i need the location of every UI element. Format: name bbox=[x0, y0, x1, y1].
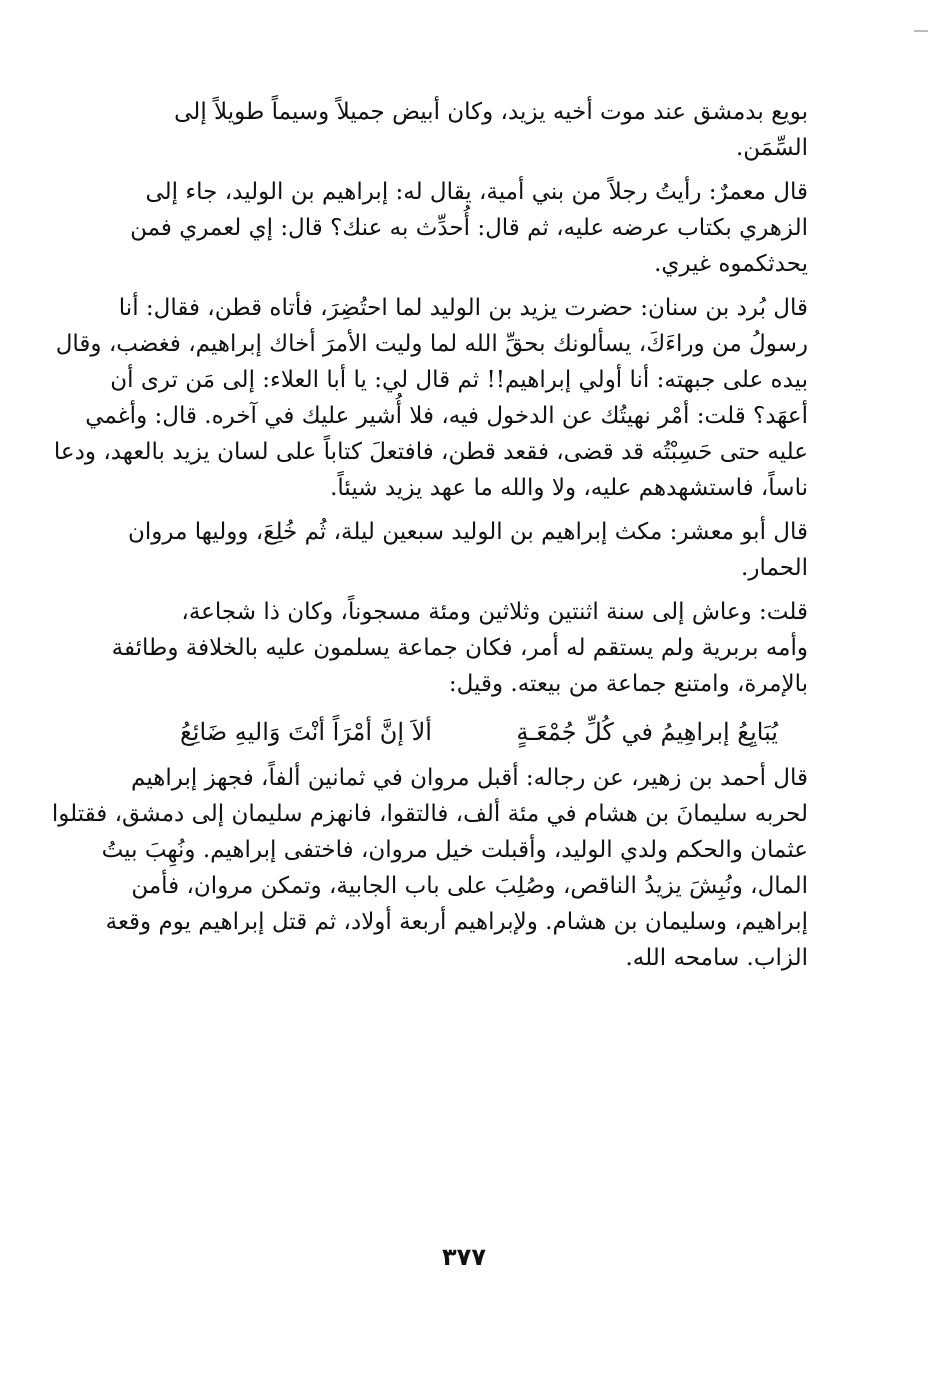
paragraph bbox=[140, 94, 808, 166]
paragraph bbox=[127, 514, 808, 586]
text-line: بيده على جبهته: أنا أولي إبراهيم!! ثم قال لي: يا أبا العلاء: إلى مَن ترى أن bbox=[110, 367, 808, 393]
poetry-verse bbox=[140, 710, 808, 754]
main-text bbox=[51, 94, 808, 984]
text-line: بويع بدمشق عند موت أخيه يزيد، وكان أبيض جميلاً وسيماً طويلاً إلى bbox=[174, 99, 808, 125]
verse-second-hemistich: ألاَ إنَّ أمْرَاً أنْتَ وَاليهِ ضَائِعُ bbox=[180, 718, 432, 746]
text-line: قال أبو معشر: مكث إبراهيم بن الوليد سبعين ليلة، ثُم خُلِعَ، ووليها مروان bbox=[127, 519, 808, 545]
text-line: بالإمرة، وامتنع جماعة من بيعته. وقيل: bbox=[448, 671, 808, 697]
text-line: عثمان والحكم ولدي الوليد، وأقبلت خيل مروان، فاختفى إبراهيم. ونُهِبَ بيتُ bbox=[101, 837, 808, 863]
text-line: رسولُ من وراءَكَ، يسألونك بحقِّ الله لما وليت الأمرَ أخاك إبراهيم، فغضب، وقال bbox=[55, 331, 808, 357]
text-line: الزاب. سامحه الله. bbox=[625, 945, 808, 971]
paragraph bbox=[130, 174, 808, 282]
text-line: لحربه سليمانَ بن هشام في مئة ألف، فالتقوا، فانهزم سليمان إلى دمشق، فقتلوا bbox=[51, 801, 808, 827]
text-line: قال بُرد بن سنان: حضرت يزيد بن الوليد لما احتُضِرَ، فأتاه قطن، فقال: أنا bbox=[118, 295, 808, 321]
verse-first-hemistich: يُبَايِعُ إبراهِيمُ في كُلِّ جُمْعَـةٍ bbox=[516, 718, 778, 746]
text-line: المال، ونُبِشَ يزيدُ الناقص، وصُلِبَ على باب الجابية، وتمكن مروان، فأمن bbox=[131, 873, 808, 899]
paragraph bbox=[51, 760, 808, 976]
scan-edge-mark bbox=[914, 30, 928, 32]
text-line: قال أحمد بن زهير، عن رجاله: أقبل مروان في ثمانين ألفاً، فجهز إبراهيم bbox=[131, 765, 808, 791]
paragraph bbox=[111, 594, 808, 702]
text-line: إبراهيم، وسليمان بن هشام. ولإبراهيم أربعة أولاد، ثم قتل إبراهيم يوم وقعة bbox=[105, 909, 808, 935]
text-line: الزهري بكتاب عرضه عليه، ثم قال: أُحدِّث به عنك؟ قال: إي لعمري فمن bbox=[130, 215, 808, 241]
text-line: ناساً، فاستشهدهم عليه، ولا والله ما عهد يزيد شيئاً. bbox=[330, 475, 808, 501]
text-line: وأمه بربرية ولم يستقم له أمر، فكان جماعة يسلمون عليه بالخلافة وطائفة bbox=[111, 635, 808, 661]
text-line: الحمار. bbox=[741, 555, 808, 581]
page-number: ٣٧٧ bbox=[442, 1243, 486, 1271]
text-line: عليه حتى حَسِبْتُه قد قضى، فقعد قطن، فافتعلَ كتاباً على لسان يزيد بالعهد، ودعا bbox=[53, 439, 808, 465]
text-line: يحدثكموه غيري. bbox=[654, 251, 808, 277]
text-line: قلت: وعاش إلى سنة اثنتين وثلاثين ومئة مسجوناً، وكان ذا شجاعة، bbox=[181, 599, 808, 625]
text-line: أعهَد؟ قلت: أمْر نهيتُك عن الدخول فيه، فلا أُشير عليك في آخره. قال: وأغمي bbox=[85, 403, 808, 429]
text-line: قال معمرٌ: رأيتُ رجلاً من بني أمية، يقال له: إبراهيم بن الوليد، جاء إلى bbox=[145, 179, 808, 205]
text-line: السِّمَن. bbox=[735, 135, 808, 161]
paragraph bbox=[53, 290, 808, 506]
